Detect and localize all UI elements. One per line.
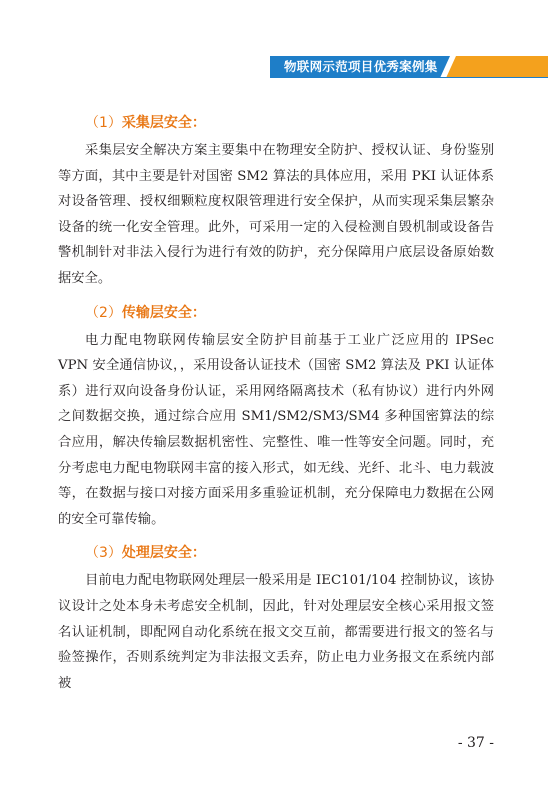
section-number: （1）: [85, 115, 122, 131]
section-paragraph: 电力配电物联网传输层安全防护目前基于工业广泛应用的 IPSec VPN 安全通信协议，，采用设备认证技术（国密 SM2 算法及 PKI 认证体系）进行双向设备身份认证，采用网络隔离技术（私有协议）进行内外网之间数据交换，通过综合应用 SM1/SM2/SM3/SM4 多种国密算法的综合应用，解决传输层数据机密性、完整性、唯一性等安全问题。同时，充分考虑电力配电物联网丰富的接入形式，如无线、光纤、北斗、电力载波等，在数据与接口对接方面采用多重验证机制，充分保障电力数据在公网的安全可靠传输。: [58, 332, 494, 527]
header-band-orange: [446, 56, 548, 78]
section-heading: [85, 108, 494, 138]
section-paragraph: 目前电力配电物联网处理层一般采用是 IEC101/104 控制协议，该协议设计之处本身未考虑安全机制，因此，针对处理层安全核心采用报文签名认证机制，即配网自动化系统在报文交互前，都需要进行报文的签名与验签操作，否则系统判定为非法报文丢弃，防止电力业务报文在系统内部被: [58, 573, 494, 691]
page-number: - 37 -: [457, 735, 494, 751]
section-title: 采集层安全：: [121, 115, 206, 131]
section-paragraph: 采集层安全解决方案主要集中在物理安全防护、授权认证、身份鉴别等方面，其中主要是针对国密 SM2 算法的具体应用，采用 PKI 认证体系对设备管理、授权细颗粒度权限管理进行安全保护，从而实现采集层繁杂设备的统一化安全管理。此外，可采用一定的入侵检测自毁机制或设备告警机制针对非法入侵行为进行有效的防护，充分保障用户底层设备原始数据安全。: [58, 143, 494, 286]
section-number: （3）: [85, 545, 122, 562]
document-body: [58, 108, 494, 702]
section-number: （2）: [85, 304, 122, 321]
section-processing-layer: [58, 538, 494, 696]
section-title: 传输层安全：: [121, 304, 206, 321]
section-transport-layer: [58, 298, 494, 533]
page-header: [0, 0, 548, 90]
section-collection-layer: [58, 108, 494, 292]
section-title: 处理层安全：: [121, 545, 206, 562]
section-heading: [85, 538, 494, 568]
section-heading: [85, 298, 494, 328]
running-header-title: 物联网示范项目优秀案例集: [284, 59, 438, 74]
